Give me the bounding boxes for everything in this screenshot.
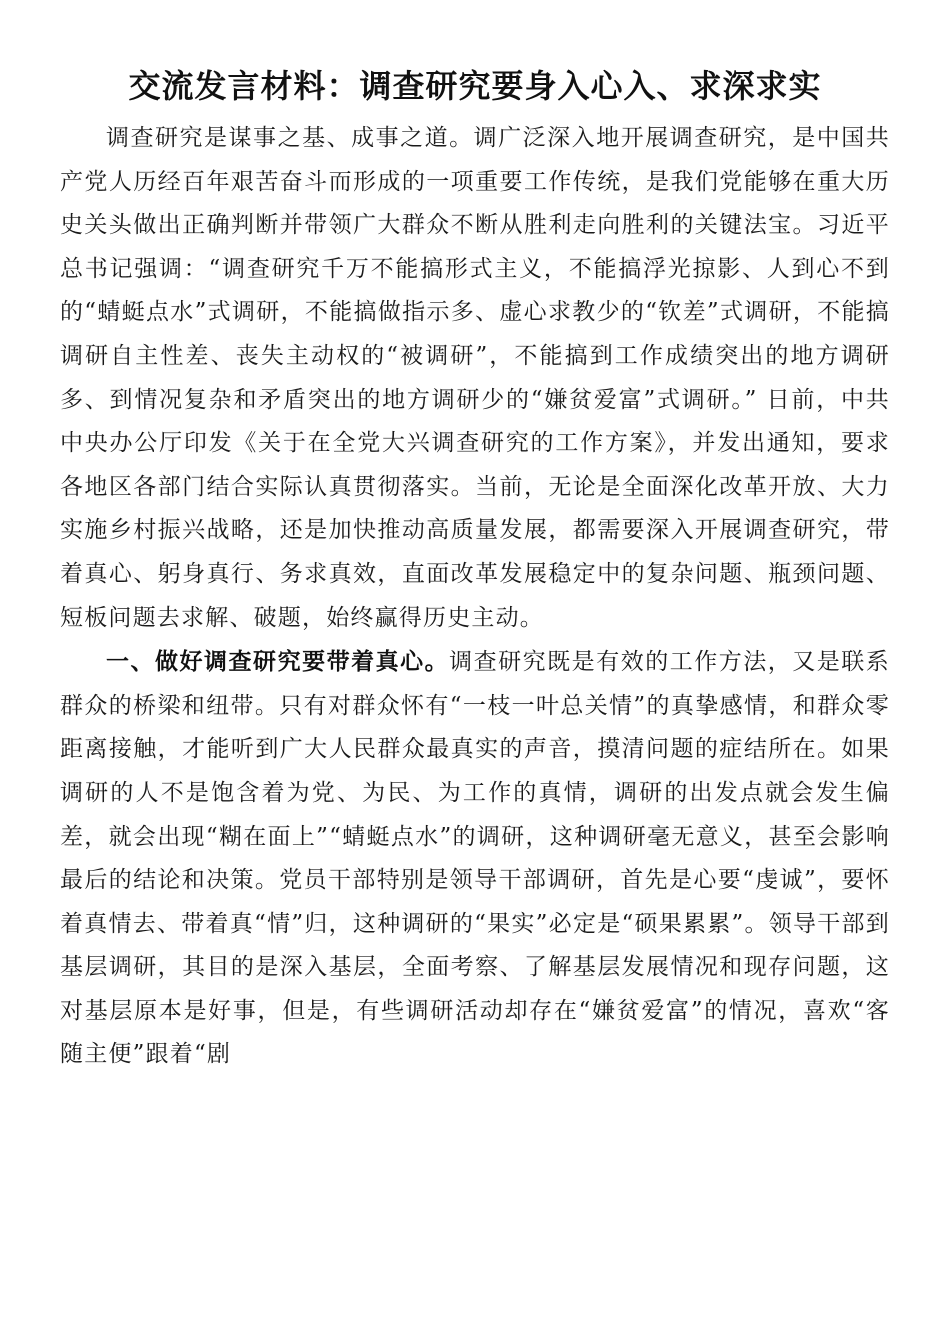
section-one-heading: 一、做好调查研究要带着真心。	[106, 648, 450, 676]
section-one-text: 调查研究既是有效的工作方法，又是联系群众的桥梁和纽带。只有对群众怀有“一枝一叶总关情”的真挚感情，和群众零距离接触，才能听到广大人民群众最真实的声音，摸清问题的症结所在。如果调研的人不是饱含着为党、为民、为工作的真情，调研的出发点就会发生偏差，就会出现“糊在面上”“蜻蜓点水”的调研，这种调研毫无意义，甚至会影响最后的结论和决策。党员干部特别是领导干部调研，首先是心要“虔诚”，要怀着真情去、带着真“情”归，这种调研的“果实”必定是“硕果累累”。领导干部到基层调研，其目的是深入基层，全面考察、了解基层发展情况和现存问题，这对基层原本是好事，但是，有些调研活动却存在“嫌贫爱富”的情况，喜欢“客随主便”跟着“剧	[60, 649, 890, 1068]
document-body	[60, 117, 890, 1077]
paragraph-intro-text: 调查研究是谋事之基、成事之道。调广泛深入地开展调查研究，是中国共产党人历经百年艰苦奋斗而形成的一项重要工作传统，是我们党能够在重大历史关头做出正确判断并带领广大群众不断从胜利走向胜利的关键法宝。习近平总书记强调：“调查研究千万不能搞形式主义，不能搞浮光掠影、人到心不到的“蜻蜓点水”式调研，不能搞做指示多、虚心求教少的“钦差”式调研，不能搞调研自主性差、丧失主动权的“被调研”，不能搞到工作成绩突出的地方调研多、到情况复杂和矛盾突出的地方调研少的“嫌贫爱富”式调研。” 日前，中共中央办公厅印发《关于在全党大兴调查研究的工作方案》，并发出通知，要求各地区各部门结合实际认真贯彻落实。当前，无论是全面深化改革开放、大力实施乡村振兴战略，还是加快推动高质量发展，都需要深入开展调查研究，带着真心、躬身真行、务求真效，直面改革发展稳定中的复杂问题、瓶颈问题、短板问题去求解、破题，始终赢得历史主动。	[60, 125, 890, 631]
paragraph-section-one	[60, 640, 890, 1077]
paragraph-intro	[60, 117, 890, 640]
document-title: 交流发言材料：调查研究要身入心入、求深求实	[128, 67, 822, 105]
